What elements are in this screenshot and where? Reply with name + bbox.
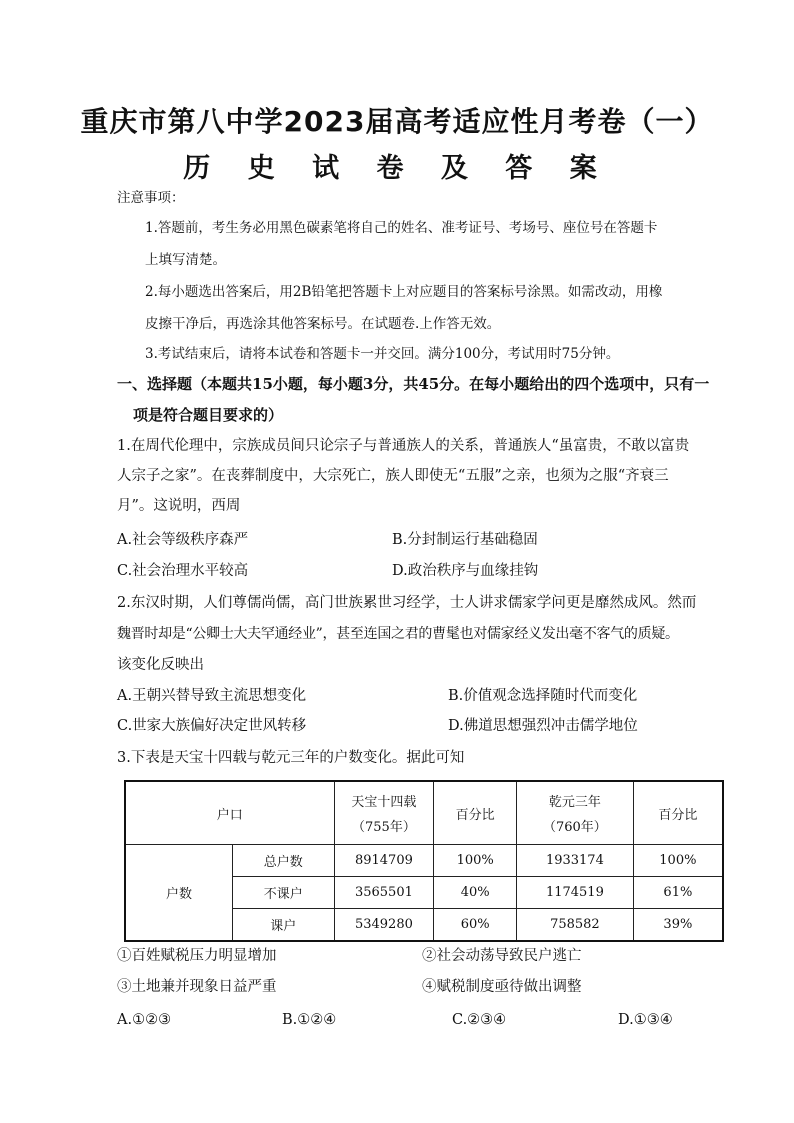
q3-statement-1: ①百姓赋税压力明显增加 — [117, 948, 277, 964]
q3-option-b: B.①②④ — [282, 1012, 337, 1028]
notice-item-1-line-2: 上填写清楚。 — [145, 252, 226, 268]
row-label: 总户数 — [233, 845, 335, 877]
cell-value: 5349280 — [334, 909, 434, 942]
q2-stem-line-1: 2.东汉时期，人们尊儒尚儒，高门世族累世习经学，士人讲求儒家学问更是靡然成风。然而 — [117, 595, 697, 611]
q3-option-c: C.②③④ — [452, 1012, 507, 1028]
q3-option-d: D.①③④ — [618, 1012, 673, 1028]
header-qianyuan-year: （760年） — [542, 820, 607, 835]
q1-stem-line-3: 月”。这说明，西周 — [117, 498, 241, 514]
group-label-hushu: 户数 — [125, 845, 233, 942]
notice-item-1-line-1: 1.答题前，考生务必用黑色碳素笔将自己的姓名、准考证号、考场号、座位号在答题卡 — [145, 220, 658, 236]
header-tianbao-year: （755年） — [352, 820, 416, 835]
cell-percent: 100% — [633, 845, 723, 877]
cell-percent: 100% — [434, 845, 517, 877]
q3-statement-3: ③土地兼并现象日益严重 — [117, 979, 277, 995]
q3-statement-4: ④赋税制度亟待做出调整 — [422, 979, 582, 995]
paper-subtitle: 历 史 试 卷 及 答 案 — [183, 153, 611, 184]
q2-option-d: D.佛道思想强烈冲击儒学地位 — [448, 718, 638, 734]
cell-percent: 40% — [434, 877, 517, 909]
q1-stem-line-2: 人宗子之家”。在丧葬制度中，大宗死亡，族人即使无“五服”之亲，也须为之服“齐衰三 — [117, 468, 669, 484]
table-header-row — [125, 781, 723, 845]
notice-item-2-line-2: 皮擦干净后，再选涂其他答案标号。在试题卷.上作答无效。 — [145, 316, 501, 332]
notice-item-3: 3.考试结束后，请将本试卷和答题卡一并交回。满分100分，考试用时75分钟。 — [145, 346, 620, 362]
header-percent-1: 百分比 — [434, 781, 517, 845]
header-tianbao — [334, 781, 434, 845]
q2-option-a: A.王朝兴替导致主流思想变化 — [117, 688, 307, 704]
cell-value: 1933174 — [517, 845, 634, 877]
cell-percent: 61% — [633, 877, 723, 909]
q3-option-a: A.①②③ — [117, 1012, 172, 1028]
cell-value: 8914709 — [334, 845, 434, 877]
cell-value: 1174519 — [517, 877, 634, 909]
q3-stem: 3.下表是天宝十四载与乾元三年的户数变化。据此可知 — [117, 750, 465, 766]
notice-item-2-line-1: 2.每小题选出答案后，用2B铅笔把答题卡上对应题目的答案标号涂黑。如需改动，用橡 — [145, 284, 663, 300]
q2-option-c: C.世家大族偏好决定世风转移 — [117, 718, 307, 734]
q1-stem-line-1: 1.在周代伦理中，宗族成员间只论宗子与普通族人的关系，普通族人“虽富贵，不敢以富贵 — [117, 438, 690, 454]
q1-option-d: D.政治秩序与血缘挂钩 — [392, 563, 539, 579]
row-label: 不课户 — [233, 877, 335, 909]
row-label: 课户 — [233, 909, 335, 942]
header-qianyuan-name: 乾元三年 — [548, 795, 601, 810]
notice-heading: 注意事项： — [117, 190, 185, 206]
q2-option-b: B.价值观念选择随时代而变化 — [448, 688, 638, 704]
q1-option-a: A.社会等级秩序森严 — [117, 532, 249, 548]
header-tianbao-name: 天宝十四载 — [351, 795, 417, 810]
household-table — [124, 780, 724, 942]
cell-percent: 60% — [434, 909, 517, 942]
cell-value: 3565501 — [334, 877, 434, 909]
table-row — [125, 845, 723, 877]
cell-percent: 39% — [633, 909, 723, 942]
section-1-heading-line-1: 一、选择题（本题共15小题，每小题3分，共45分。在每小题给出的四个选项中，只有一 — [117, 375, 710, 393]
q1-option-b: B.分封制运行基础稳固 — [392, 532, 538, 548]
section-1-heading-line-2: 项是符合题目要求的） — [133, 406, 284, 424]
q2-stem-line-3: 该变化反映出 — [117, 657, 204, 673]
header-percent-2: 百分比 — [633, 781, 723, 845]
header-qianyuan — [517, 781, 634, 845]
q1-option-c: C.社会治理水平较高 — [117, 563, 249, 579]
q2-stem-line-2: 魏晋时却是“公卿士大夫罕通经业”，甚至连国之君的曹髦也对儒家经义发出毫不客气的质疑。 — [117, 626, 679, 642]
paper-title: 重庆市第八中学2023届高考适应性月考卷（一） — [80, 105, 714, 138]
q3-statement-2: ②社会动荡导致民户逃亡 — [422, 948, 582, 964]
cell-value: 758582 — [517, 909, 634, 942]
header-hukou: 户口 — [125, 781, 334, 845]
